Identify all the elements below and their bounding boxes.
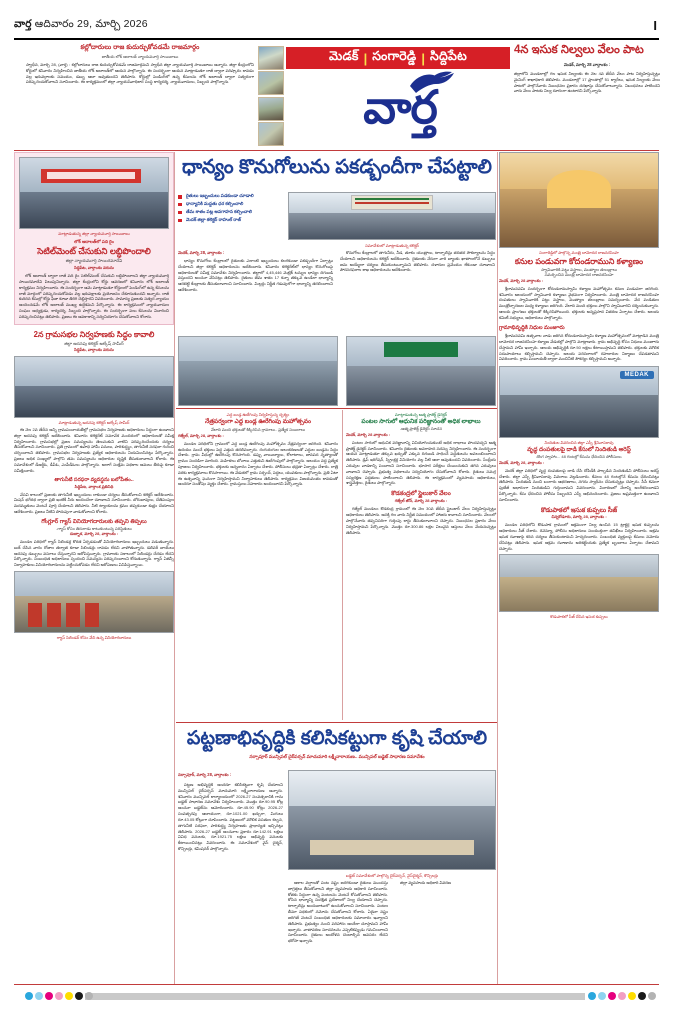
left-column: [14, 152, 174, 640]
reg-dot-gray-right: [648, 992, 656, 1000]
mid-dateline-1: గజ్వేల్, మార్చి 28, వార్తాంశం :: [178, 432, 224, 438]
right-subhead-1a: స్వామివారికి పట్టు వస్త్రాలు, ముత్యాల తలంబ్రాలు: [541, 266, 617, 272]
banner2-subhead: నర్సాపూర్ మున్సిపల్ చైర్‌పర్సన్ మాచుమారి లక్ష్మీనారాయణ.. మున్సిపల్ బడ్జెట్ సాధారణ సమావేశం: [249, 753, 425, 759]
photo-police-press: [499, 366, 659, 438]
strip-photo-1: [258, 46, 284, 70]
lead-bullets: [178, 186, 298, 224]
right-dateline-3: మెదక్, మార్చి 28, వార్తాంశం :: [499, 459, 545, 465]
photo-gas-cylinders: [14, 571, 174, 633]
headline-gramasabha: 2న గ్రామసభల నిర్వహణకు సిద్ధం కావాలి: [33, 329, 155, 339]
reg-dot-lightcyan-right: [598, 992, 606, 1000]
body-3: వేసవి కాలంలో ప్రజలకు తాగునీటి ఇబ్బందులు రాకుండా చర్యలు తీసుకోవాలని కలెక్టర్ ఆదేశించారు. మిషన్ భగీరథ ద్వారా ప్రతి ఇంటికీ నీరు అందించేలా చూడాలని సూచించారు. బోరుబావులు, చేతిపంపుల మరమ్మతులు వెంటనే పూర్తి చేయాలని తెలిపారు. నీటి ట్యాంకులను క్రమం తప్పకుండా శుభ్రం చేయాలని ఆదేశించారు. ప్రజలు నీటిని పొదుపుగా వాడుకోవాలని కోరారు.: [14, 491, 174, 515]
lead-body-left: [178, 250, 333, 293]
mid-sub-article: [346, 491, 496, 535]
right-caption-3: నిందితుల వివరించిన జిల్లా ఎస్పీ శ్రీనివాసరావు: [544, 440, 614, 446]
masthead-logo: [302, 68, 498, 144]
photo-caption-2: మాట్లాడుతున్న అదనపు కలెక్టర్ అల్కేష్ సామీర్: [58, 419, 130, 425]
mid-subhead-2: -ఆత్మ ప్రాజెక్ట్ డైరెక్టర్ సూచన: [399, 426, 443, 432]
photo-kalyanam: [499, 152, 659, 248]
lead-bullet-1: రైతులు ఇబ్బందులు పడకుండా చూడాలి: [178, 192, 298, 200]
headline-water: తాగునీటి సరఫరా వ్యవస్థను బలోపేతం..: [54, 477, 134, 484]
lead-banner: [176, 156, 498, 178]
lead-dateline: మెదక్, మార్చి 28, వార్తాంశం :: [178, 250, 225, 255]
right-caption-4: కొడుపాకలో సీజ్ చేసిన ఇసుక కుప్పలు: [550, 614, 608, 620]
headline-settlement: సెటిల్‌మెంట్ చేసుకుని లబ్ధిపొందాలి: [37, 245, 151, 256]
photo-sand-seizure: [499, 554, 659, 612]
paper-name-small: వార్త: [14, 18, 32, 30]
dateline-4: దుబ్బాక, మార్చి 28, వార్తాంశం :: [69, 531, 119, 536]
reg-dot-pink-right: [618, 992, 626, 1000]
reg-dot-yellow-left: [65, 992, 73, 1000]
right-teaser-dateline: మెడక్, మార్చి 28 వార్తాంశం :: [563, 61, 611, 67]
page-dateline: [14, 18, 148, 33]
banner2-body-col1: పట్టణ అభివృద్ధికి అందరూ కలిసికట్టుగా కృషి చేయాలని మున్సిపల్ చైర్‌పర్సన్ మాచుమారి లక్ష్మీనారాయణ అన్నారు. శనివారం మున్సిపల్ కార్యాలయంలో 2026-27 సంవత్సరానికి గాను బడ్జెట్ సాధారణ సమావేశం నిర్వహించారు. మొత్తం రూ.90.95 కోట్ల అంచనా బడ్జెట్‌ను ఆమోదించారు. రూ.45.90 కోట్లు 2026-27 సంవత్సరపు ఆదాయంగా, రూ.1021.00 ఖర్చుగా, మిగులు రూ.43.05 కోట్లుగా చూపించారు. పట్టణంలో మౌలిక వసతుల కల్పన, తాగునీటి సరఫరా, పారిశుద్ధ్య నిర్వహణకు ప్రాధాన్యత ఇచ్చినట్లు తెలిపారు. 2026-27 బడ్జెట్ అంచనాల ప్రకారం రూ.142.91 లక్షలు వివిధ పనులకు, రూ.1921.75 లక్షలు అభివృద్ధి పనులకు కేటాయించినట్లు వివరించారు. ఈ సమావేశంలో వైస్ చైర్మన్, కౌన్సిలర్లు, కమిషనర్ పాల్గొన్నారు.: [178, 782, 283, 851]
right-body-1: శ్రీరామనవమి సందర్భంగా కోదండరామస్వామి కళ్యాణ మహోత్సవం కనుల పండువగా జరిగింది. శనివారం ఆలయంలో స్వామివారి కళ్యాణం వైభవంగా నిర్వహించారు. మంత్రి దామోదర రాజనరసింహ దంపతులు స్వామివారికి పట్టు వస్త్రాలు, ముత్యాల తలంబ్రాలు సమర్పించారు. వేద పండితుల మంత్రోచ్చారణల మధ్య కళ్యాణం జరిగింది. వేలాది మంది భక్తులు పాల్గొని స్వామివారిని దర్శించుకున్నారు. ఆలయ ప్రాంగణం భక్తులతో కిక్కిరిసిపోయింది. భక్తులకు అన్నప్రసాద వితరణ ఏర్పాటు చేశారు. ఆలయ కమిటీ సభ్యులు, అధికారులు పాల్గొన్నారు.: [499, 285, 659, 320]
page-number: I: [653, 18, 657, 33]
right-body-2: శ్రీరామనవమి ఉత్సవాల నాడు జరిగిన కోదండరామస్వామి కళ్యాణ మహోత్సవంలో మాట్లాడిన మంత్రి దామోదర రాజనరసింహ కళ్యాణ వేడుకల్లో పాల్గొని మాట్లాడారు. గ్రామ అభివృద్ధి కోసం నిధులు మంజూరు చేస్తామని హామీ ఇచ్చారు. ఆలయ అభివృద్ధికి రూ.50 లక్షలు కేటాయిస్తామని తెలిపారు. భక్తులకు మౌలిక సదుపాయాలు కల్పిస్తామని చెప్పారు. ఆలయ పరిసరాలలో రహదారుల నిర్మాణం చేపడతామని వివరించారు. గ్రామ పంచాయతీ ద్వారా మంచినీటి సౌకర్యం కల్పిస్తామని అన్నారు.: [499, 333, 659, 362]
divider-right-col: [497, 152, 498, 984]
right-dateline-4: చిన్నకోడూరు, మార్చి 28, వార్తాంశం :: [551, 514, 607, 520]
headline-elderly-attack-arrest: వృద్ధ దంపతులపై దాడి కేసులో నిందితుడి అరెస్ట్: [527, 447, 631, 454]
right-article-1: [499, 152, 659, 321]
reg-dot-black-left: [75, 992, 83, 1000]
body-1: లోక్ అదాలత్ ద్వారా రాజీ పది రైం సెటిల్‌మెంట్ చేసుకుని లబ్ధిపొందాలని జిల్లా న్యాయమూర్తి సాయిరమాదేవి పిలుపునిచ్చారు. జిల్లా కేంద్రంలోని కోర్టు ఆవరణలో శనివారం లోక్ అదాలత్ కార్యక్రమం నిర్వహించారు. ఈ సందర్భంగా ఆమె మాట్లాడుతూ కోర్టులలో పెండింగ్‌లో ఉన్న కేసులను రాజీ మార్గంలో పరిష్కరించుకోవడం వల్ల ఇరుపక్షాలకు ప్రయోజనం చేకూరుతుందని అన్నారు. రాజీ కుదిరిన కేసుల్లో కోర్టు ఫీజు కూడా తిరిగి చెల్లిస్తారని వివరించారు. సామాన్య ప్రజలకు సత్వర న్యాయం అందించడమే లోక్ అదాలత్ ముఖ్య ఉద్దేశమని పేర్కొన్నారు. ఈ కార్యక్రమంలో న్యాయవాదుల సంఘం అధ్యక్షుడు, కార్యదర్శి, సిబ్బంది పాల్గొన్నారు. ఈ సందర్భంగా పలు కేసులను విచారించి పరిష్కరించినట్లు తెలిపారు. ప్రజలు ఈ అవకాశాన్ని సద్వినియోగం చేసుకోవాలని కోరారు.: [19, 273, 169, 319]
edition-separator-1: |: [363, 50, 368, 66]
date-text: ఆదివారం 29, మార్చి 2026: [34, 18, 148, 30]
reg-dot-magenta-left: [45, 992, 53, 1000]
mid-subhead-1: వేలాది మంది భక్తులతో కిక్కిరిసిన గ్రామాలు.. ప్రత్యేక సంబరాలు: [210, 427, 306, 433]
reg-dot-cyan-right: [588, 992, 596, 1000]
edition-separator-2: |: [421, 50, 426, 66]
photo-lead-meeting: [288, 192, 496, 240]
right-caption-1: సంగారెడ్డిలో పాల్గొన్న మంత్రి దామోదర రాజనరసింహ: [539, 250, 619, 255]
lead-body-2: కొనుగోలు కేంద్రాలలో తాగునీరు, నీడ, తూకం యంత్రాలు, టార్పాలిన్లు తదితర సౌకర్యాలను సిద్ధం చేయాలని అధికారులను కలెక్టర్ ఆదేశించారు. రైతులకు నేరుగా వారి బ్యాంకు ఖాతాలలోనే డబ్బులు జమ అయ్యేలా చర్యలు తీసుకుంటున్నామని తెలిపారు. దళారుల ప్రమేయం లేకుండా చూడాలని పౌరసరఫరాల శాఖ అధికారులను ఆదేశించారు.: [340, 250, 495, 273]
right-body-3: మెదక్ జిల్లా పరిధిలో వృద్ధ దంపతులపై దాడి చేసి దోపిడీకి పాల్పడిన నిందితుడిని పోలీసులు అరెస్ట్ చేశారు. జిల్లా ఎస్పీ శ్రీనివాసరావు వివరాలు వెల్లడించారు. కేవలం 48 గంటల్లోనే కేసును ఛేదించినట్లు తెలిపారు. నిందితుడి నుంచి బంగారు ఆభరణాలు, నగదు స్వాధీనం చేసుకున్నట్లు చెప్పారు. సీసీ కెమెరా ఫుటేజీ ఆధారంగా నిందితుడిని గుర్తించామని వివరించారు. విచారణలో నేరాన్ని అంగీకరించాడని పేర్కొన్నారు. కేసు ఛేదించిన పోలీసు సిబ్బందిని ఎస్పీ అభినందించారు. ప్రజలు అప్రమత్తంగా ఉండాలని సూచించారు.: [499, 467, 659, 502]
dateline-1: సిద్దిపేట, వార్తాంశం వరుసు: [74, 265, 114, 271]
photo-caption-4: గ్యాస్ సిలిండర్ కోసం వేచి ఉన్న వినియోగదారులు: [56, 635, 132, 641]
left-article-3: [14, 477, 174, 514]
masthead-left-teaser: [26, 44, 254, 85]
edition-siddipet: సిద్దిపేట: [430, 49, 467, 63]
masthead-right-teaser: [514, 44, 660, 94]
lead-bullet-4: మెదక్ జిల్లా కలెక్టర్ రాహుల్ రాజ్: [178, 216, 298, 224]
right-article-2: [499, 325, 659, 363]
banner2-dateline: నర్సాపూర్, మార్చి 28, వార్తాంశం :: [178, 772, 232, 777]
registration-strip: [85, 993, 585, 1000]
right-subhead-3a: దొంగ స్వాహాం... 48 గంటల్లో కేసును ఛేదించిన పోలీసులు: [536, 454, 622, 460]
photo-caption-lead: సమావేశంలో మాట్లాడుతున్న కలెక్టర్: [365, 243, 419, 248]
masthead-photo-strip: [258, 46, 284, 146]
mid-dateline-2: మెదక్, మార్చి 28 వార్తాంశం :: [346, 431, 391, 437]
subhead-3: సిద్దిపేట, వార్తాంశ ప్రతినిధి: [74, 483, 114, 489]
mid-sub-body: గజ్వేల్ మండలం కొడకంద్ర గ్రామంలో ఈ నెల 30వ తేదీన స్టైలుకార్ వేలం నిర్వహిస్తున్నట్లు అధికారులు తెలిపారు. ఆసక్తి గల వారు నిర్ణీత సమయంలో హాజరు కావాలని సూచించారు. వేలంలో పాల్గొనేవారు తప్పనిసరిగా గుర్తింపు కార్డు తీసుకురావాలని చెప్పారు. నిబంధనల ప్రకారం వేలం నిర్వహిస్తామని పేర్కొన్నారు. మొత్తం రూ.300.86 లక్షల విలువైన ఆస్తులు వేలం వేయనున్నట్లు తెలిపారు.: [346, 506, 496, 535]
divider-left-col: [174, 152, 175, 984]
banner2-body-col3: జిల్లా వ్యవసాయ అధికారి వివరణ: [400, 880, 452, 885]
subhead-2: జిల్లా అదనపు కలెక్టర్ అల్కేష్ సామీర్: [64, 340, 124, 346]
teaser-subhead: జాతీయ లోక్ అదాలత్ న్యాయమూర్తి సాయిబాబు: [101, 53, 179, 59]
paper-logo-text: వార్త: [363, 81, 437, 133]
photo-agriculture-meeting: [346, 336, 496, 406]
mid-body-2: పంటల సాగులో ఆధునిక పరిజ్ఞానాన్ని వినియోగించుకుంటే అధిక లాభాలు పొందవచ్చని ఆత్మ ప్రాజెక్ట్ డైరెక్టర్ సూచించారు. శనివారం రైతులకు అవగాహన సదస్సు నిర్వహించారు. ఈ సందర్భంగా ఆయన మాట్లాడుతూ తక్కువ ఖర్చుతో ఎక్కువ దిగుబడి సాధించే పద్ధతులను అవలంబించాలని తెలిపారు. డ్రిప్ ఇరిగేషన్, స్ప్రింక్లర్ల వినియోగం వల్ల నీటి ఆదా అవుతుందని వివరించారు. సేంద్రీయ ఎరువుల వాడకాన్ని పెంచాలని సూచించారు. భూసార పరీక్షలు చేయించుకుని తగిన ఎరువులు వాడాలని చెప్పారు. ప్రభుత్వ పథకాలను సద్వినియోగం చేసుకోవాలని కోరారు. రైతులు సమగ్ర సస్యరక్షణ పద్ధతులు పాటించాలని తెలిపారు. ఈ కార్యక్రమంలో వ్యవసాయ అధికారులు, శాస్త్రవేత్తలు, రైతులు పాల్గొన్నారు.: [346, 439, 496, 486]
reg-dot-cyan-left: [25, 992, 33, 1000]
masthead: [14, 44, 659, 148]
right-teaser-headline: 4న ఇసుక నిల్వలు వేలం పాట: [514, 44, 644, 56]
headline-modern-farming: పంటల సాగులో ఆధునిక పరిజ్ఞానంతో అధిక లాభాలు: [361, 419, 481, 426]
strip-photo-2: [258, 71, 284, 95]
right-teaser-body: జిల్లాలోని మండలాల్లో గల ఇసుక నిల్వలకు ఈ నెల 4వ తేదీన వేలం పాట నిర్వహిస్తున్నట్లు మైనింగ్ శాఖాధికారి తెలిపారు. మండలాల్లో 17 ప్రాంతాల్లో 51 క్వారీలు, ఇసుక నిల్వలకు వేలం పాటలో పాల్గొనేవారు నిబంధనల ప్రకారం దరఖాస్తు చేసుకోవాలన్నారు. నిబంధనలు పాటించని వారు వేలం పాటకు నిల్వ దూరంగా ఉంటారని పేర్కొన్నారు.: [514, 70, 660, 94]
middle-column-left: [178, 412, 338, 487]
dateline-2: సిద్దిపేట, వార్తాంశం వరుసు: [74, 346, 114, 352]
photo-caption-municipal: బడ్జెట్ సమావేశంలో పాల్గొన్న చైర్‌పర్సన్, వైస్‌చైర్మన్, కౌన్సిలర్లు: [345, 873, 439, 878]
headline-car-auction: కొడకంద్రలో స్టైలుకార్ వేలం: [391, 491, 451, 498]
mid-body-1: మండల పరిధిలోని గ్రామంలో ఎద్ద బండ్ల ఊరేగింపు మహోత్సవం నేత్రపర్వంగా జరిగింది. శనివారం ఉదయం నుంచే భక్తులు పెద్ద ఎత్తున తరలివచ్చారు. రంగురంగుల అలంకరణలతో ఎద్దుల బండ్లను సిద్ధం చేశారు. గ్రామ వీధుల్లో ఊరేగింపు కొనసాగింది. డప్పు వాయిద్యాలు, కోలాటాలు, జానపద నృత్యాలతో గ్రామం సందడిగా మారింది. మహిళలు బోనాలు ఎత్తుకుని ఊరేగింపులో పాల్గొన్నారు. ఆలయం వద్ద ప్రత్యేక పూజలు నిర్వహించారు. భక్తులకు అన్నదానం ఏర్పాటు చేశారు. పోలీసులు భద్రతా ఏర్పాట్లు చేశారు. రాత్రి వరకు కార్యక్రమాలు కొనసాగాయి. ఈ వేడుకలో గ్రామ సర్పంచ్, పెద్దలు, యువకులు పాల్గొన్నారు. ప్రతి ఏటా ఈ ఉత్సవాన్ని ఘనంగా నిర్వహిస్తామని నిర్వాహకులు తెలిపారు. కార్యక్రమం విజయవంతం కావడంతో అందరూ సంతోషం వ్యక్తం చేశారు. గ్రామస్తులు సహకారం అందించారని పేర్కొన్నారు.: [178, 440, 338, 487]
reg-dot-gray-left: [85, 992, 93, 1000]
reg-dot-magenta-right: [608, 992, 616, 1000]
photo-caption-1: మాట్లాడుతున్న జిల్లా న్యాయమూర్తి సాయిబాబు: [58, 231, 130, 236]
right-dateline-1: మెదక్, మార్చి 28 వార్తాంశం :: [499, 277, 544, 283]
photo-procession: [178, 336, 338, 406]
right-article-3: [499, 366, 659, 502]
right-body-4: మండల పరిధిలోని కొడుపాక గ్రామంలో అక్రమంగా నిల్వ ఉంచిన 15 ట్రాక్టర్ల ఇసుక కుప్పలను అధికారులు సీజ్ చేశారు. రెవెన్యూ, పోలీసు అధికారులు సంయుక్తంగా తనిఖీలు నిర్వహించారు. అక్రమ ఇసుక రవాణాపై కఠిన చర్యలు తీసుకుంటామని హెచ్చరించారు. సంబంధిత వ్యక్తులపై కేసులు నమోదు చేసినట్లు తెలిపారు. ఇసుక అక్రమ రవాణాను అరికట్టేందుకు ప్రత్యేక బృందాలు ఏర్పాటు చేశామని చెప్పారు.: [499, 522, 659, 551]
reg-dot-yellow-right: [628, 992, 636, 1000]
headline-kodandarama-kalyanam: కనుల పండువగా కోదండరాముని కళ్యాణం: [514, 257, 644, 267]
lead-headline: ధాన్యం కొనుగోలును పకడ్బందీగా చేపట్టాలి: [182, 156, 492, 178]
teaser-body: స్వాధీన, మార్చి 28, (వార్త) : కల్లోదారులు రాజ కుదుర్చుకోవడమే రాజమార్గమని స్వాధీన జిల్లా న్యాయమూర్తి సాయిబాబు అన్నారు. జిల్లా కేంద్రంలోని కోర్టులో శనివారం నిర్వహించిన జాతీయ లోక్ అదాలత్‌లో ఆయన పాల్గొన్నారు. ఈ సందర్భంగా ఆయన మాట్లాడుతూ రాజీ ద్వారా పరిష్కారం కావడం వల్ల ఇరువర్గాలకు సమయం, డబ్బు ఆదా అవుతుందని తెలిపారు. కోర్టుల్లో పెండింగ్‌లో ఉన్న కేసులను లోక్ అదాలత్ ద్వారా సత్వరంగా పరిష్కరించుకోవాలని సూచించారు. ఈ కార్యక్రమంలో జిల్లా న్యాయసేవాధికార సంస్థ కార్యదర్శి, న్యాయవాదులు, సిబ్బంది పాల్గొన్నారు.: [26, 62, 254, 85]
mid-caption-2: మాట్లాడుతున్న ఆత్మ ప్రాజెక్ట్ డైరెక్టర్: [394, 412, 448, 417]
banner2-headline: పట్టణాభివృద్ధికి కలిసికట్టుగా కృషి చేయాలి: [186, 728, 488, 749]
headline-bullock-procession: నేత్రపర్వంగా ఎద్ద బండ్ల ఊరేగింపు మహోత్సవం: [205, 419, 311, 426]
reg-dot-lightcyan-left: [35, 992, 43, 1000]
subhead-4: -గ్యాస్ కోసం తిరుగాడు కాటుకుంటున్న పరిస్థితులు: [56, 525, 132, 531]
reg-dot-black-right: [638, 992, 646, 1000]
registration-bar: [0, 990, 673, 1004]
left-article-2: [14, 330, 174, 474]
photo-lok-adalat: [19, 157, 169, 229]
lead-body-right: [340, 250, 495, 273]
teaser-headline: కల్లోదారులు రాజ కుదుర్చుకోవడమే రాజమార్గం: [80, 44, 200, 51]
headline-village-funds: గ్రామాభివృద్ధికి నిధుల మంజూరు: [499, 324, 565, 331]
medak-watermark: MEDAK: [620, 371, 655, 379]
headline-gas: గోంగ్లూర్ గ్యాస్ వినియోగదారులకు తప్పని తిప్పలు: [41, 518, 147, 525]
edition-band: [286, 47, 510, 69]
divider-masthead: [14, 150, 659, 151]
strip-photo-3: [258, 97, 284, 121]
photo-municipal-meeting: [288, 770, 496, 870]
mid-sub-dateline: గజ్వేల్ జోన్, మార్చి 28 వార్తాంశం :: [394, 498, 448, 504]
strip-photo-4: [258, 122, 284, 146]
right-article-4: [499, 507, 659, 620]
middle-column-right: [346, 412, 496, 536]
divider-banner2-top: [176, 722, 497, 723]
divider-mid-col: [342, 410, 343, 720]
body-4: మండల పరిధిలో గ్యాస్ సిలిండర్ల కొరత ఏర్పడడంతో వినియోగదారులు ఇబ్బందులు పడుతున్నారు. బుక్ చేసిన వారం రోజుల తర్వాత కూడా సిలిండర్లు రావడం లేదని వాపోతున్నారు. డెలివరీ బాయ్‌లు అదనపు డబ్బులు వసూలు చేస్తున్నారని ఆరోపిస్తున్నారు. గ్రామాలకు సకాలంలో సిలిండర్లు చేరడం లేదని పేర్కొన్నారు. సంబంధిత అధికారులు స్పందించి సమస్యను పరిష్కరించాలని కోరుతున్నారు. గ్యాస్ ఏజెన్సీ నిర్వాహకులు వినియోగదారులను పట్టించుకోవడం లేదని ఆరోపణలు వినిపిస్తున్నాయి.: [14, 539, 174, 568]
edition-medak: మెడక్: [329, 49, 359, 63]
right-subhead-1b: సమర్పించిన మంత్రి దామోదర రాజనరసింహ: [544, 272, 614, 278]
mid-caption-1: ఎద్ద బండ్ల ఊరేగింపు నిర్వహిస్తున్న దృశ్యం: [226, 412, 290, 417]
reg-dot-pink-left: [55, 992, 63, 1000]
second-banner: [176, 728, 498, 761]
top-bar: [14, 18, 659, 40]
lead-body-1: ధాన్యం కొనుగోలు కేంద్రాలలో రైతులకు ఎలాంటి ఇబ్బందులు కలగకుండా పకడ్బందీగా ఏర్పాట్లు చేయాలని జిల్లా కలెక్టర్ అధికారులను ఆదేశించారు. శనివారం కలెక్టరేట్‌లో ధాన్యం కొనుగోలుపై అధికారులతో సమీక్ష సమావేశం నిర్వహించారు. జిల్లాలో 4,45,446 మెట్రిక్ టన్నుల ధాన్యం దిగుబడి వస్తుందని అంచనా వేసినట్లు తెలిపారు. రైతులు తేమ శాతం 17 కన్నా తక్కువ ఉండేలా ధాన్యాన్ని ఆరబెట్టి కేంద్రాలకు తీసుకురావాలని సూచించారు. మిల్లర్లు నిర్ణీత గడువులోగా ధాన్యాన్ని తరలించాలని ఆదేశించారు.: [178, 258, 333, 293]
divider-page-bottom: [14, 984, 659, 985]
body-2: ఈ నెల 2వ తేదీన అన్ని గ్రామపంచాయతీల్లో గ్రామసభల నిర్వహణకు అధికారులు సిద్ధంగా ఉండాలని జిల్లా అదనపు కలెక్టర్ ఆదేశించారు. శనివారం కలెక్టరేట్ సమావేశ మందిరంలో అధికారులతో సమీక్ష నిర్వహించారు. గ్రామసభల్లో ప్రజల సమస్యలను తెలుసుకుని వాటిని పరిష్కరించేందుకు చర్యలు తీసుకోవాలని సూచించారు. ప్రతి గ్రామంలో ఉపాధి హామీ పనులు, పారిశుద్ధ్యం, తాగునీటి సరఫరా గురించి చర్చించాలని తెలిపారు. గ్రామసభల నిర్వహణకు ప్రత్యేక అధికారులను నియమించినట్లు పేర్కొన్నారు. ప్రజలు అధిక సంఖ్యలో పాల్గొని తమ సమస్యలను అధికారుల దృష్టికి తీసుకురావాలని కోరారు. ఈ సమావేశంలో డీఆర్డీఓ, డీపీఓ, ఎంపీడీఓలు పాల్గొన్నారు. అలాగే సంక్షేమ పథకాల అమలు తీరుపై కూడా సమీక్షించారు.: [14, 426, 174, 473]
photo-gramasabha: [14, 356, 174, 418]
subhead-1: జిల్లా న్యాయమూర్తి సాయిరమాదేవి: [65, 258, 123, 264]
lead-bullet-3: తేమ శాతం పట్ల అవగాహన కల్పించాలి: [178, 208, 298, 216]
right-column: [499, 152, 659, 620]
headline-sand-seized: కొడుపాకలో ఇసుక కుప్పలు సీజ్: [540, 506, 618, 514]
lead-bullet-2: ధాన్యానికి మద్దతు ధర కల్పించాలి: [178, 200, 298, 208]
banner2-body-col2: అకాల వర్షాలతో పంట నష్టం జరగకుండా రైతులు ముందస్తు జాగ్రత్తలు తీసుకోవాలని జిల్లా వ్యవసాయ అధికారి సూచించారు. కోతకు సిద్ధంగా ఉన్న పంటలను వెంటనే కోసుకోవాలని తెలిపారు. కోసిన ధాన్యాన్ని సురక్షిత ప్రదేశాలలో నిల్వ చేయాలని చెప్పారు. టార్పాలిన్లు అందుబాటులో ఉంచుకోవాలని సూచించారు. పంటల బీమా పథకంలో నమోదు చేసుకోవాలని కోరారు. ఏదైనా నష్టం జరిగితే వెంటనే సంబంధిత అధికారులకు సమాచారం ఇవ్వాలని తెలిపారు. ప్రభుత్వం నుంచి పరిహారం అందేలా చూస్తామని హామీ ఇచ్చారు. వాతావరణ సూచనలను ఎప్పటికప్పుడు గమనించాలని సూచించారు. రైతులు ఆందోళన చెందాల్సిన అవసరం లేదని భరోసా ఇచ్చారు.: [288, 880, 388, 944]
left-article-4: [14, 519, 174, 640]
kicker-1: లోక్ అదాలత్‌లో పది రైం: [74, 239, 114, 245]
divider-lead-bottom: [176, 408, 497, 409]
left-article-1: [14, 152, 174, 325]
edition-sangareddy: సంగారెడ్డి: [372, 49, 417, 63]
